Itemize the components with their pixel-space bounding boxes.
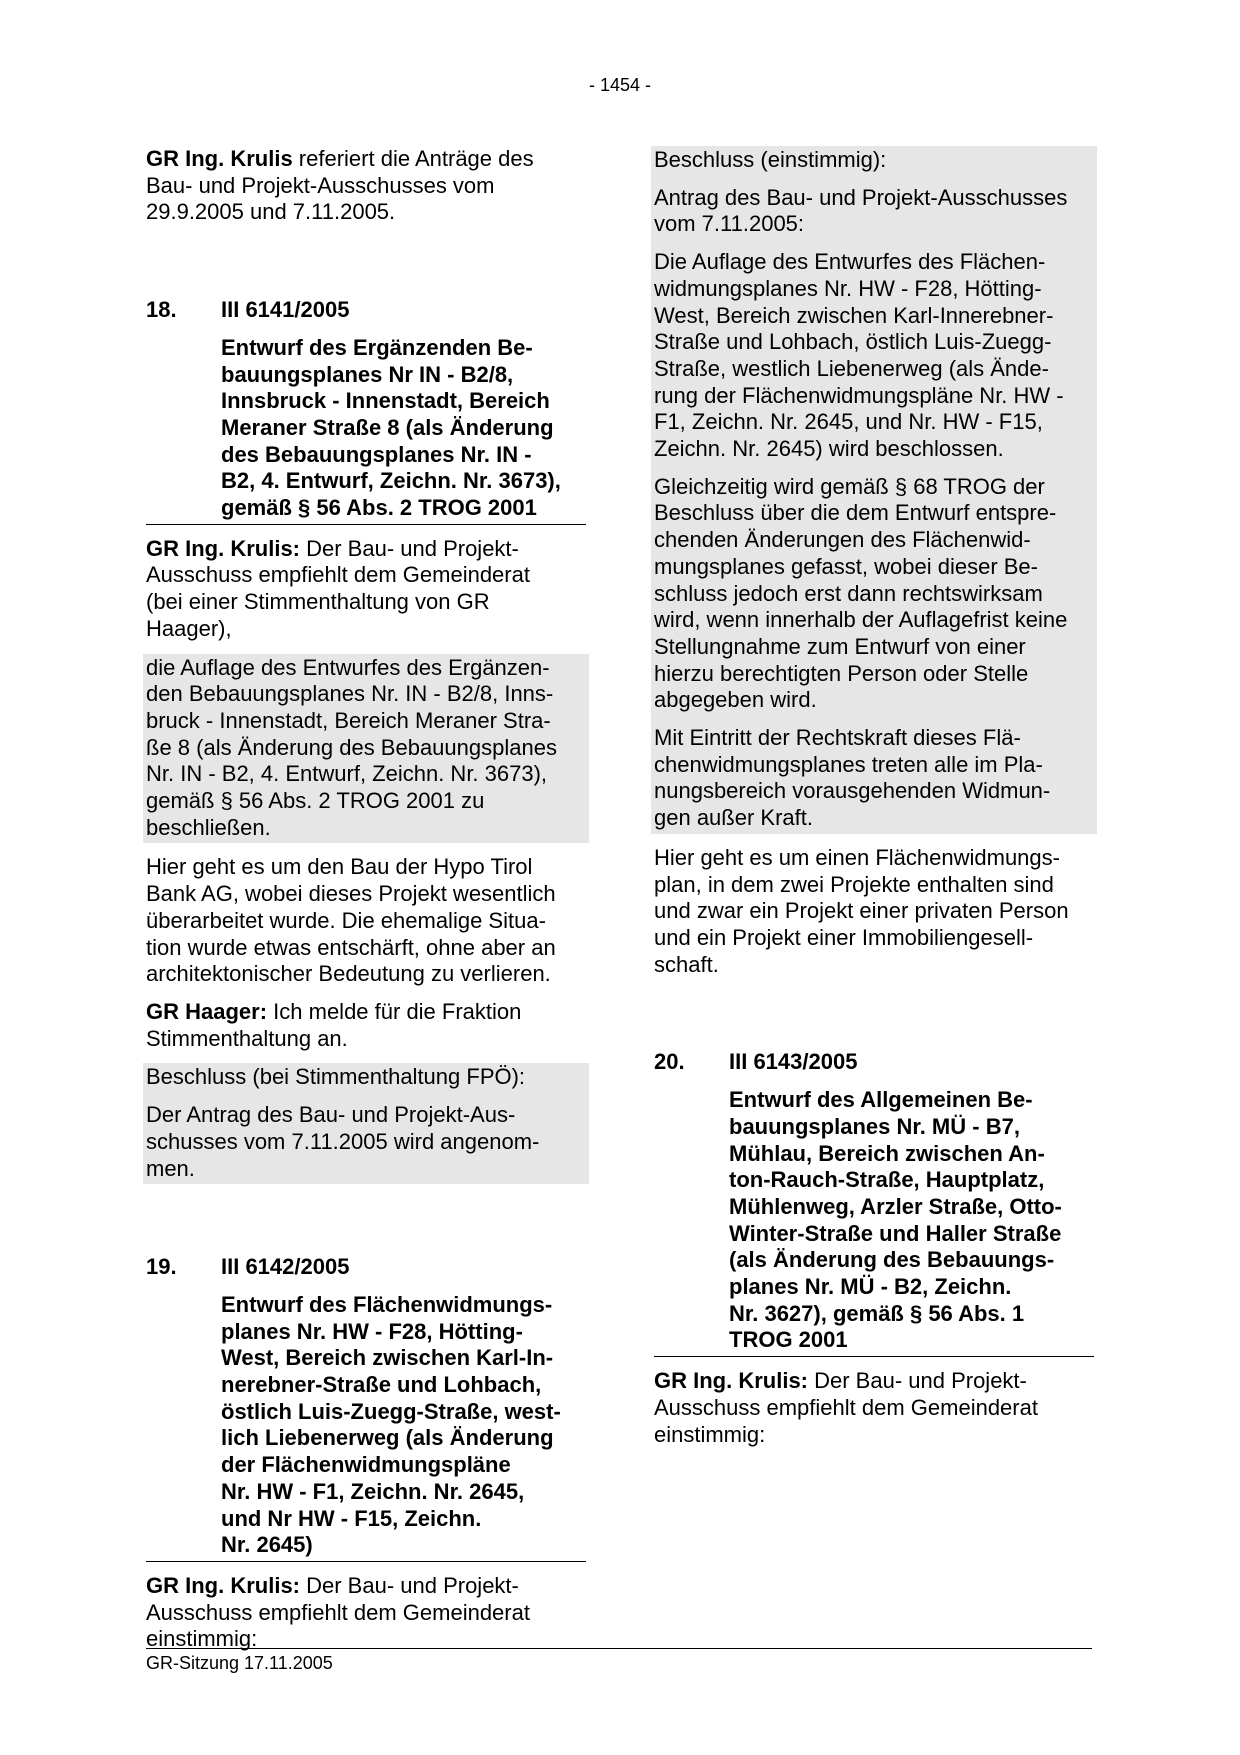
item-19-effect-text: Mit Eintritt der Rechtskraft dieses Flä- chenwidmungsplanes treten alle im Pla- nungsbereich vorausgehenden Widmun- gen außer Kraft. (654, 725, 1051, 831)
intro-paragraph: GR Ing. Krulis referiert die Anträge des Bau- und Projekt-Ausschusses vom 29.9.2005 und 7.11.2005. (146, 146, 534, 225)
item-20-code: III 6143/2005 (729, 1049, 858, 1075)
item-19-krulis-statement: GR Ing. Krulis: Der Bau- und Projekt- Ausschuss empfiehlt dem Gemeinderat einstimmig: (146, 1572, 530, 1652)
footer-divider (146, 1648, 1092, 1649)
item-20-number: 20. (654, 1049, 685, 1075)
item-18-info: Hier geht es um den Bau der Hypo Tirol Bank AG, wobei dieses Projekt wesentlich überarbeitet wurde. Die ehemalige Situa- tion wurde etwas entschärft, ohne aber an architektonischer Bedeutung zu verlieren. (146, 854, 556, 987)
item-19-motion-head: Antrag des Bau- und Projekt-Ausschusses vom 7.11.2005: (654, 184, 1068, 237)
item-18-krulis-statement: GR Ing. Krulis: Der Bau- und Projekt- Ausschuss empfiehlt dem Gemeinderat (bei einer Stimmenthaltung von GR Haager), (146, 535, 530, 641)
item-19-motion-text: Die Auflage des Entwurfes des Flächen- widmungsplanes Nr. HW - F28, Hötting- West, Bereich zwischen Karl-Innerebner- Straße und Lohbach, östlich Luis-Zuegg- Straße, westlich Liebenerweg (als Ände- rung der Flächenwidmungspläne Nr. HW - F1, Zeichn. Nr. 2645, und Nr. HW - F15, Zeichn. Nr. 2645) wird beschlossen. (654, 249, 1064, 462)
item-18-haager-statement: GR Haager: Ich melde für die Fraktion Stimmenthaltung an. (146, 998, 522, 1051)
item-18-title: Entwurf des Ergänzenden Be- bauungsplanes Nr IN - B2/8, Innsbruck - Innenstadt, Bereich Meraner Straße 8 (als Änderung des Bebauungsplanes Nr. IN - B2, 4. Entwurf, Zeichn. Nr. 3673), gemäß § 56 Abs. 2 TROG 2001 (146, 335, 586, 525)
item-20-krulis-statement: GR Ing. Krulis: Der Bau- und Projekt- Ausschuss empfiehlt dem Gemeinderat einstimmig: (654, 1368, 1038, 1447)
item-18-number: 18. (146, 297, 177, 323)
item-19-simultaneous-text: Gleichzeitig wird gemäß § 68 TROG der Beschluss über die dem Entwurf entspre- chenden Änderungen des Flächenwid- mungsplanes gefasst, wobei dieser Be- schluss jedoch erst dann rechtswirksam wird, wenn innerhalb der Auflagefrist keine Stellungnahme zum Entwurf von einer hierzu berechtigten Person oder Stelle abgegeben wird. (654, 473, 1068, 713)
item-19-resolution-label: Beschluss (einstimmig): (654, 147, 887, 172)
footer-session-date: GR-Sitzung 17.11.2005 (146, 1653, 333, 1673)
item-18-resolution (143, 1063, 589, 1184)
item-18-resolution-label: Beschluss (bei Stimmenthaltung FPÖ): (146, 1064, 526, 1090)
item-18-resolution-text: Der Antrag des Bau- und Projekt-Aus- schusses vom 7.11.2005 wird angenom- men. (146, 1102, 540, 1181)
item-18-motion-text: die Auflage des Entwurfes des Ergänzen- den Bebauungsplanes Nr. IN - B2/8, Inns- bruck - Innenstadt, Bereich Meraner Stra- ße 8 (als Änderung des Bebauungsplanes Nr. IN - B2, 4. Entwurf, Zeichn. Nr. 3673), gemäß § 56 Abs. 2 TROG 2001 zu beschließen. (143, 654, 589, 844)
item-20-title: Entwurf des Allgemeinen Be- bauungsplanes Nr. MÜ - B7, Mühlau, Bereich zwischen An- ton-Rauch-Straße, Hauptplatz, Mühlenweg, Arzler Straße, Otto- Winter-Straße und Haller Straße (als Änderung des Bebauungs- planes Nr. MÜ - B2, Zeichn. Nr. 3627), gemäß § 56 Abs. 1 TROG 2001 (654, 1087, 1094, 1357)
item-19-number: 19. (146, 1254, 177, 1280)
item-20-header (654, 1049, 1094, 1076)
item-19-code: III 6142/2005 (221, 1254, 350, 1280)
right-column (654, 146, 1094, 1459)
page-number: - 1454 - (588, 75, 652, 95)
item-19-header (146, 1254, 586, 1281)
item-18-header (146, 297, 586, 324)
item-19-info: Hier geht es um einen Flächenwidmungs- plan, in dem zwei Projekte enthalten sind und zwar ein Projekt einer privaten Person und ein Projekt einer Immobiliengesell- schaft. (654, 844, 1069, 977)
left-column (146, 146, 586, 1664)
item-19-resolution (651, 146, 1097, 834)
item-19-title: Entwurf des Flächenwidmungs- planes Nr. HW - F28, Hötting- West, Bereich zwischen Karl-In- nerebner-Straße und Lohbach, östlich Luis-Zuegg-Straße, west- lich Liebenerweg (als Änderung der Flächenwidmungspläne Nr. HW - F1, Zeichn. Nr. 2645, und Nr HW - F15, Zeichn. Nr. 2645) (146, 1292, 586, 1562)
item-18-code: III 6141/2005 (221, 297, 350, 323)
